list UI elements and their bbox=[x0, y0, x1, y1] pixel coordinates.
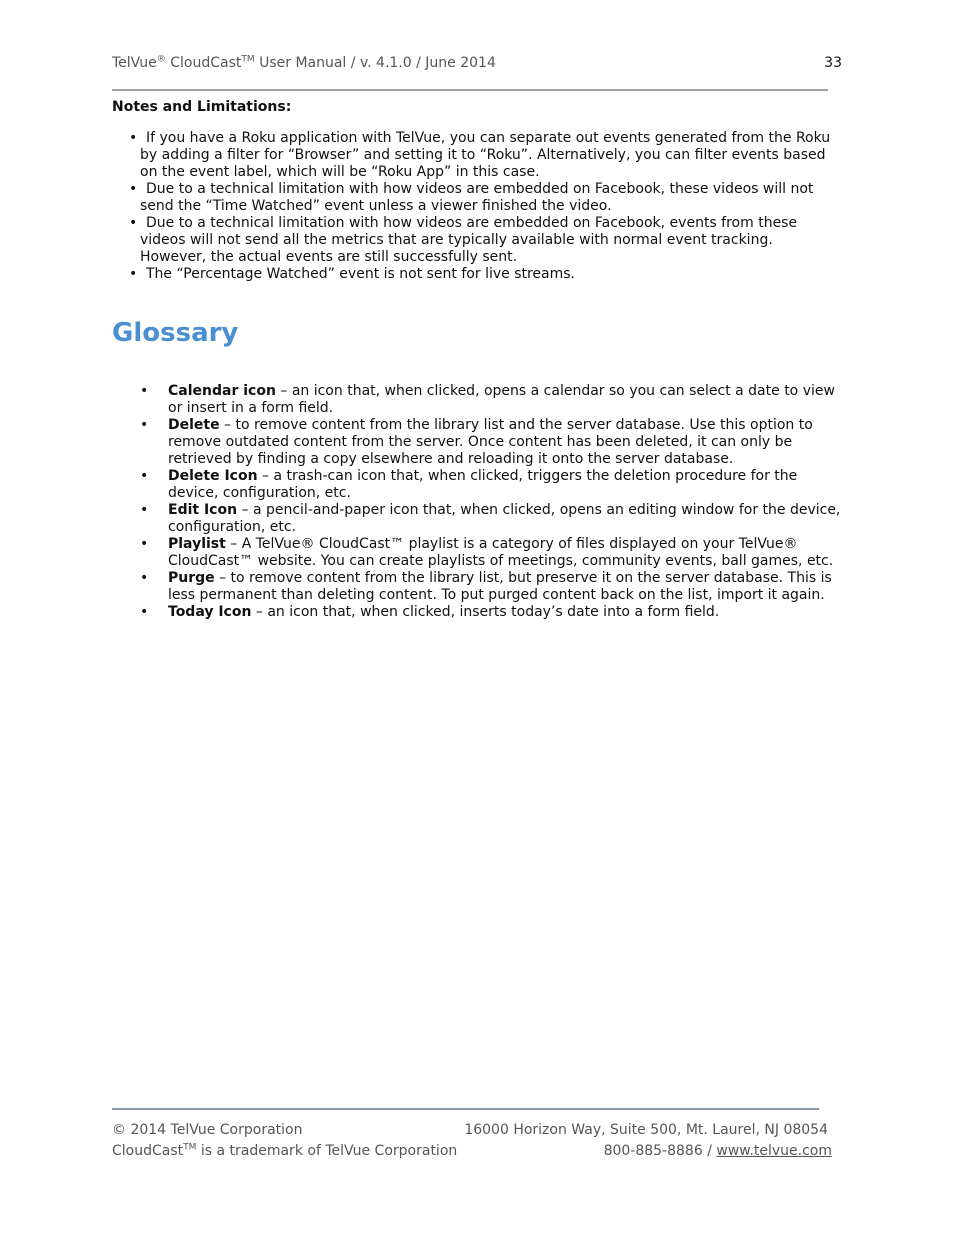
glossary-definition: – a pencil-and-paper icon that, when clicked, opens an editing window for the device, configuration, etc. bbox=[168, 502, 841, 535]
notes-item bbox=[112, 181, 842, 215]
footer-website-link[interactable]: www.telvue.com bbox=[716, 1143, 832, 1159]
glossary-definition: – a trash-can icon that, when clicked, triggers the deletion procedure for the device, configuration, etc. bbox=[168, 468, 798, 501]
glossary-list bbox=[140, 383, 844, 621]
notes-item-text: The “Percentage Watched” event is not sent for live streams. bbox=[146, 266, 575, 282]
glossary-item bbox=[140, 570, 844, 604]
bullet-icon: • bbox=[140, 502, 149, 518]
page-footer bbox=[112, 1120, 832, 1162]
glossary-item bbox=[140, 604, 844, 621]
bullet-icon: • bbox=[140, 468, 149, 484]
footer-trademark bbox=[112, 1143, 457, 1159]
bullet-icon: • bbox=[129, 266, 138, 282]
footer-row bbox=[112, 1120, 832, 1141]
glossary-term: Calendar icon bbox=[168, 383, 276, 399]
notes-list bbox=[112, 130, 842, 283]
notes-item bbox=[112, 130, 842, 181]
header-tm-mark: TM bbox=[241, 54, 255, 65]
bullet-icon: • bbox=[129, 215, 138, 231]
bullet-icon: • bbox=[129, 181, 138, 197]
glossary-item bbox=[140, 468, 844, 502]
glossary-item bbox=[140, 383, 844, 417]
bullet-icon: • bbox=[140, 570, 149, 586]
notes-heading: Notes and Limitations: bbox=[112, 99, 292, 115]
footer-divider bbox=[112, 1108, 819, 1110]
notes-item-text: If you have a Roku application with TelVue, you can separate out events generated from the Roku by adding a filter for “Browser” and setting it to “Roku”. Alternatively, you can filter events based on the event label, which will be “Roku App” in this case. bbox=[140, 130, 831, 180]
glossary-item bbox=[140, 502, 844, 536]
bullet-icon: • bbox=[140, 417, 149, 433]
glossary-definition: – A TelVue® CloudCast™ playlist is a category of files displayed on your TelVue® CloudCast™ website. You can create playlists of meetings, community events, ball games, etc. bbox=[168, 536, 834, 569]
bullet-icon: • bbox=[140, 536, 149, 552]
footer-row bbox=[112, 1141, 832, 1162]
header-manual-version: User Manual / v. 4.1.0 / June 2014 bbox=[254, 55, 496, 71]
page-number: 33 bbox=[824, 55, 842, 71]
header-divider bbox=[112, 89, 828, 91]
glossary-term: Purge bbox=[168, 570, 215, 586]
bullet-icon: • bbox=[129, 130, 138, 146]
header-brand: TelVue bbox=[112, 55, 157, 71]
footer-trademark-tm: TM bbox=[183, 1142, 197, 1153]
bullet-icon: • bbox=[140, 383, 149, 399]
glossary-term: Delete Icon bbox=[168, 468, 258, 484]
glossary-definition: – an icon that, when clicked, inserts today’s date into a form field. bbox=[251, 604, 720, 620]
footer-copyright: © 2014 TelVue Corporation bbox=[112, 1122, 303, 1138]
notes-item-text: Due to a technical limitation with how videos are embedded on Facebook, these videos will not send the “Time Watched” event unless a viewer finished the video. bbox=[140, 181, 814, 214]
glossary-definition: – to remove content from the library list and the server database. Use this option to remove outdated content from the server. Once content has been deleted, it can only be retrieved by finding a copy elsewhere and reloading it onto the server database. bbox=[168, 417, 813, 467]
footer-trademark-product: CloudCast bbox=[112, 1143, 184, 1159]
glossary-definition: – an icon that, when clicked, opens a calendar so you can select a date to view or insert in a form field. bbox=[168, 383, 835, 416]
glossary-term: Playlist bbox=[168, 536, 226, 552]
footer-contact bbox=[604, 1141, 832, 1162]
header-product: CloudCast bbox=[165, 55, 242, 71]
glossary-item bbox=[140, 536, 844, 570]
header-reg-mark: ® bbox=[156, 54, 166, 65]
footer-phone: 800-885-8886 / bbox=[603, 1143, 717, 1159]
glossary-item bbox=[140, 417, 844, 468]
notes-item-text: Due to a technical limitation with how videos are embedded on Facebook, events from these videos will not send all the metrics that are typically available with normal event tracking. However, the actual events are still successfully sent. bbox=[140, 215, 798, 265]
notes-item bbox=[112, 215, 842, 266]
notes-item bbox=[112, 266, 842, 283]
glossary-term: Edit Icon bbox=[168, 502, 238, 518]
glossary-definition: – to remove content from the library list, but preserve it on the server database. This is less permanent than deleting content. To put purged content back on the list, import it again. bbox=[168, 570, 832, 603]
footer-address: 16000 Horizon Way, Suite 500, Mt. Laurel, NJ 08054 bbox=[464, 1122, 828, 1138]
header-title bbox=[112, 55, 496, 71]
bullet-icon: • bbox=[140, 604, 149, 620]
page-header bbox=[112, 55, 842, 75]
glossary-title: Glossary bbox=[112, 318, 239, 348]
glossary-term: Delete bbox=[168, 417, 220, 433]
footer-trademark-text: is a trademark of TelVue Corporation bbox=[196, 1143, 458, 1159]
glossary-term: Today Icon bbox=[168, 604, 252, 620]
